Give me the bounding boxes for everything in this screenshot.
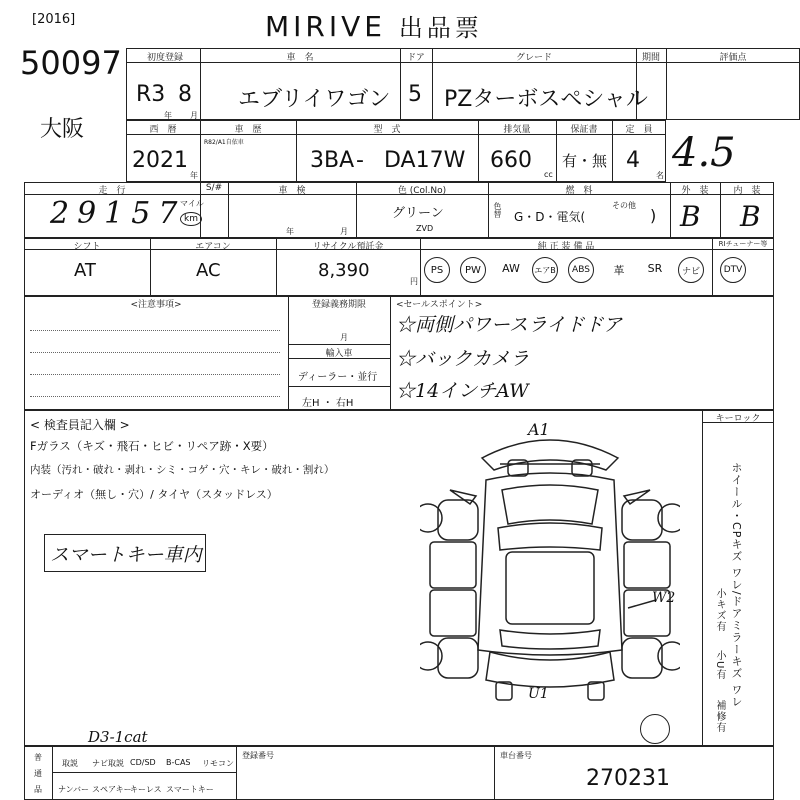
inspector-line-2: 内装（汚れ・破れ・剥れ・シミ・コゲ・穴・キレ・破れ・割れ） — [30, 464, 335, 476]
hdr-car-name: 車 名 — [286, 53, 314, 63]
hdr-capacity: 定 員 — [625, 125, 653, 135]
exterior-grade: B — [680, 200, 701, 233]
aircon-value: AC — [196, 260, 221, 281]
recycle-value: 8,390 — [318, 260, 370, 281]
mileage-value: 29157 — [50, 196, 186, 231]
legend-repair: 補修有 — [714, 700, 725, 733]
hdr-doors: ドア — [407, 53, 425, 63]
hdr-keylock: キーロック — [715, 414, 761, 424]
hdr-inspector: < 検査員記入欄 > — [30, 418, 130, 432]
hdr-color: 色 (Col.No) — [397, 186, 447, 196]
import-dealer: ディーラー・並行 — [298, 372, 378, 383]
legend-mirror-crack: ワレ — [730, 684, 743, 709]
hdr-western-year: 西 暦 — [149, 125, 177, 135]
hdr-warranty: 保証書 — [570, 125, 598, 135]
equip-sunroof: SR — [647, 262, 663, 275]
mileage-unit-mile: マイル — [180, 199, 204, 208]
delivery-2: 通 — [34, 769, 42, 778]
cc-unit: cc — [544, 170, 553, 179]
hdr-exterior: 外 装 — [681, 186, 709, 196]
hdr-reg-deadline: 登録義務期限 — [311, 300, 366, 310]
fuel-other: その他 — [612, 201, 636, 210]
hdr-import: 輸入車 — [325, 349, 353, 359]
footer-plate: ナンバー — [58, 785, 90, 794]
delivery-1: 普 — [34, 753, 42, 762]
location: 大阪 — [40, 117, 85, 142]
mileage-unit-km: km — [180, 212, 202, 226]
reg-month: 8 — [178, 82, 192, 107]
hdr-shift: シフト — [73, 242, 101, 252]
legend-scratch: キズ — [730, 538, 743, 563]
shift-value: AT — [74, 260, 96, 281]
footer-cd-sd: CD/SD — [130, 758, 156, 767]
footer-remote: リモコン — [202, 759, 234, 768]
hdr-history: 車 歴 — [234, 125, 262, 135]
inspector-line-3: オーディオ（無し・穴）/ タイヤ（スタッドレス） — [30, 488, 278, 501]
hdr-aircon: エアコン — [195, 242, 231, 252]
legend-minor-u: 小U有 — [714, 650, 725, 681]
door-count: 5 — [408, 82, 422, 107]
equip-pw: PW — [460, 257, 486, 283]
footer-navi-manual: ナビ取説 — [92, 759, 124, 768]
hdr-score: 評価点 — [719, 53, 747, 63]
bottom-note: D3-1cat — [88, 728, 148, 746]
hdr-frame-no: 車台番号 — [500, 751, 532, 760]
sales-point-3: ☆14インチAW — [396, 380, 529, 402]
hdr-recycle: リサイクル預託金 — [312, 242, 384, 252]
hdr-fuel: 燃 料 — [565, 186, 593, 196]
equip-ps: PS — [424, 257, 450, 283]
hdr-reg-no: 登録番号 — [242, 751, 274, 760]
mark-front: A1 — [528, 420, 550, 439]
equip-airbag: エアB — [532, 257, 558, 283]
color-code: ZVD — [416, 224, 434, 233]
equip-navi: ナビ — [678, 257, 704, 283]
footer-manual: 取説 — [62, 759, 78, 768]
legend-p: P — [730, 530, 743, 539]
year-unit-2: 年 — [190, 171, 198, 180]
hdr-period: 期間 — [641, 53, 660, 63]
brand-title — [265, 8, 483, 43]
grade-name: PZターボスペシャル — [444, 87, 648, 112]
footer-smart-key: スマートキー — [166, 785, 214, 794]
legend-c: C — [730, 522, 743, 531]
hdr-tuner: RIチューナー等 — [718, 240, 768, 248]
color-value: グリーン — [392, 206, 444, 221]
hdr-mileage: 走 行 — [98, 186, 126, 196]
footer-spare-key: スペアキー — [92, 785, 132, 794]
model-prefix: 3BA — [310, 148, 355, 173]
frame-number: 270231 — [586, 766, 670, 791]
interior-grade: B — [740, 200, 761, 233]
history-note: R82/A1自依車 — [204, 139, 244, 146]
color-change-label: 色替 — [493, 202, 502, 218]
spare-tire-icon — [640, 714, 670, 744]
month-unit: 月 — [190, 111, 198, 120]
capacity-value: 4 — [626, 148, 640, 173]
score-value: 4.5 — [672, 130, 736, 176]
side-legend — [728, 462, 744, 742]
model-year: 2021 — [132, 148, 188, 173]
hdr-genuine: 純 正 装 備 品 — [537, 242, 595, 252]
hdr-model: 型 式 — [373, 125, 401, 135]
legend-slash: / — [730, 590, 743, 596]
reg-reiwa: R3 — [136, 82, 166, 107]
hdr-displacement: 排気量 — [503, 125, 531, 135]
equip-leather: 革 — [613, 264, 625, 277]
legend-dot: ・ — [730, 510, 743, 522]
fuel-value: G・D・電気( — [514, 210, 586, 224]
legend-mirror-scratch: キズ — [730, 655, 743, 680]
hdr-first-reg: 初度登録 — [146, 53, 183, 63]
inspection-year-unit: 年 — [286, 227, 294, 236]
model-code: DA17W — [384, 148, 466, 173]
hdr-inspection: 車 検 — [278, 186, 306, 196]
brand-name: MIRIVE — [265, 10, 386, 43]
sheet-title: 出品票 — [398, 14, 483, 42]
sales-point-1: ☆両側パワースライドドア — [396, 314, 622, 336]
hdr-interior: 内 装 — [733, 186, 761, 196]
displacement-value: 660 — [490, 148, 532, 173]
delivery-3: 品 — [34, 785, 42, 794]
footer-bcas: B-CAS — [166, 758, 191, 767]
inspector-note: スマートキー車内 — [50, 544, 202, 566]
equip-abs: ABS — [568, 257, 594, 283]
equip-dtv: DTV — [720, 257, 746, 283]
legend-mirror: ドアミラー — [730, 595, 743, 656]
hdr-grade: グレード — [515, 53, 552, 63]
mark-right-side: W2 — [652, 590, 676, 606]
lot-number: 50097 — [20, 44, 122, 82]
hdr-sales-points: <セールスポイント> — [396, 300, 483, 310]
person-unit: 名 — [656, 171, 664, 180]
sales-point-2: ☆バックカメラ — [396, 348, 530, 370]
inspection-month-unit: 月 — [340, 227, 348, 236]
legend-wheel: ホイール — [730, 462, 743, 510]
car-name: エブリイワゴン — [238, 87, 391, 112]
import-steering: 左H ・ 右H — [302, 398, 354, 409]
mark-rear: U1 — [528, 686, 549, 702]
hdr-notes: <注意事項> — [130, 300, 182, 310]
year-unit: 年 — [164, 111, 172, 120]
fuel-close: ) — [650, 206, 657, 225]
hdr-meter-swap: S/# — [205, 183, 223, 193]
inspector-line-1: Fガラス（キズ・飛石・ヒビ・リペア跡・X要） — [30, 439, 274, 453]
footer-keyless: キーレス — [130, 785, 162, 794]
legend-minor-scratch: 小キズ有 — [714, 588, 725, 632]
warranty-value: 有・無 — [562, 152, 608, 170]
equip-aw: AW — [502, 262, 520, 275]
year-tag: [2016] — [32, 12, 76, 27]
reg-deadline-month: 月 — [340, 333, 348, 342]
legend-crack: ワレ — [730, 566, 743, 591]
model-dash: - — [356, 148, 364, 173]
yen-unit: 円 — [410, 277, 418, 286]
car-diagram — [420, 420, 680, 720]
